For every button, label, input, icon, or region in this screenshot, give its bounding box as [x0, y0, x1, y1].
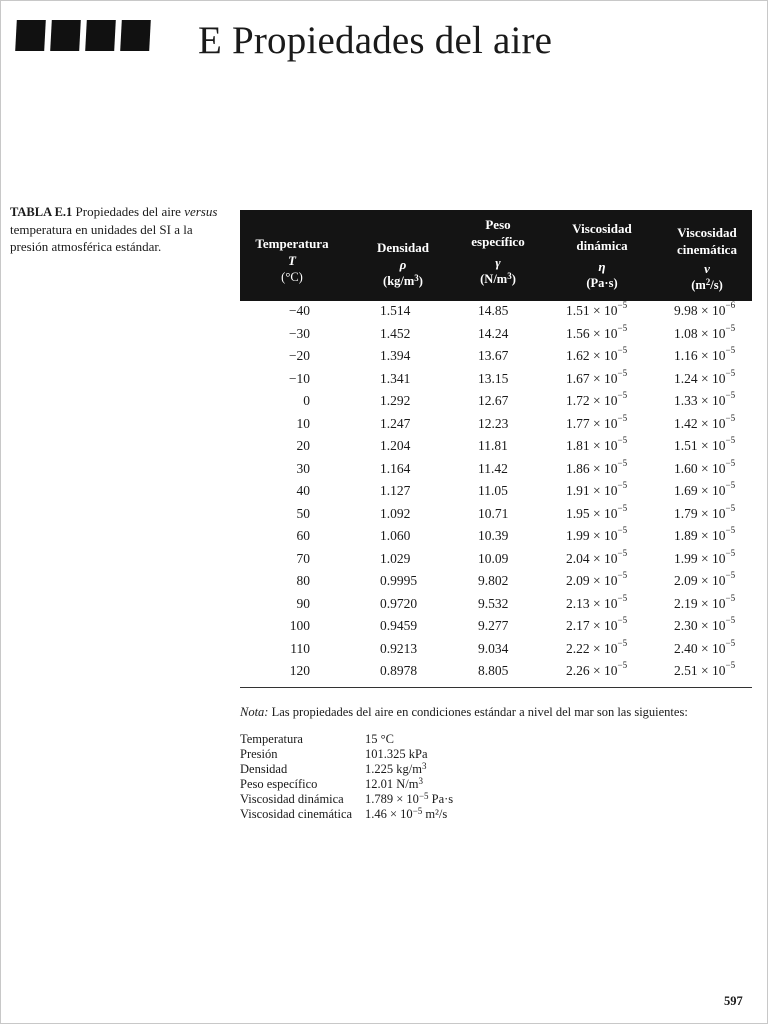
table-row: [240, 457, 752, 483]
cell-kinematic-viscosity: [674, 637, 736, 657]
eta-mantissa: 1.77 × 10: [566, 415, 618, 431]
cell-specific-weight: 12.67: [478, 393, 509, 408]
nu-mantissa: 1.42 × 10: [674, 415, 726, 431]
cell-specific-weight: 11.42: [478, 460, 508, 476]
standard-value-main: 15 °C: [365, 732, 394, 746]
nu-mantissa: 1.24 × 10: [674, 370, 726, 386]
cell-kinematic-viscosity: [674, 300, 736, 319]
standard-value-sup: −5: [412, 806, 423, 816]
standard-value: [365, 732, 394, 747]
cell-specific-weight: 9.532: [478, 595, 509, 611]
nu-exponent: −5: [725, 435, 736, 445]
standard-value: [365, 762, 426, 777]
chapter-title: E Propiedades del aire: [198, 19, 553, 62]
standard-name: Presión: [240, 747, 278, 761]
cell-temperature: 80: [296, 573, 310, 588]
nu-mantissa: 1.60 × 10: [674, 460, 726, 476]
caption-versus: versus: [184, 204, 218, 219]
table-row: [240, 592, 752, 618]
cell-temperature: 90: [296, 595, 310, 611]
nu-exponent: −5: [725, 592, 736, 603]
cell-temperature: −40: [288, 303, 310, 318]
nu-mantissa: 1.08 × 10: [674, 325, 726, 341]
cell-temperature: 110: [290, 640, 310, 656]
header-specific-weight: [458, 216, 538, 288]
standard-value-tail: Pa·s: [428, 792, 454, 806]
marker-block: [120, 20, 151, 51]
standard-value-main: 1.46 × 10: [365, 807, 413, 821]
cell-specific-weight: 9.802: [478, 573, 509, 588]
eta-exponent: −5: [617, 525, 628, 535]
table-body: [240, 301, 752, 688]
table-row: [240, 412, 752, 438]
table-row: [240, 570, 752, 595]
eta-mantissa: 1.99 × 10: [566, 528, 618, 543]
cell-kinematic-viscosity: [674, 435, 736, 454]
cell-dynamic-viscosity: [566, 435, 628, 454]
eta-exponent: −5: [617, 637, 628, 648]
cell-temperature: 120: [289, 663, 310, 678]
eta-mantissa: 2.22 × 10: [566, 640, 618, 656]
nu-mantissa: 2.09 × 10: [674, 573, 726, 588]
eta-exponent: −5: [617, 322, 628, 333]
header-eta-unit: (Pa·s): [586, 276, 618, 290]
standard-value-main: 12.01 N/m: [365, 777, 419, 791]
eta-exponent: −5: [617, 457, 628, 468]
table-row: [240, 547, 752, 573]
cell-kinematic-viscosity: [674, 547, 736, 567]
cell-density: 1.092: [380, 505, 411, 521]
cell-dynamic-viscosity: [566, 660, 628, 679]
cell-specific-weight: 11.05: [478, 483, 508, 498]
eta-exponent: −5: [617, 615, 628, 625]
cell-dynamic-viscosity: [566, 547, 628, 567]
note-label: Nota:: [240, 705, 269, 719]
nu-mantissa: 1.16 × 10: [674, 348, 726, 363]
eta-exponent: −5: [617, 480, 628, 490]
standard-value: [365, 807, 447, 822]
header-nu-unit-end: /s): [710, 278, 723, 292]
cell-specific-weight: 14.85: [478, 303, 509, 318]
cell-temperature: −10: [288, 370, 310, 386]
cell-density: 1.452: [380, 325, 411, 341]
header-density: [358, 222, 448, 290]
nu-exponent: −6: [725, 300, 736, 310]
table-header: [240, 210, 752, 301]
nu-mantissa: 1.99 × 10: [674, 550, 726, 566]
cell-specific-weight: 8.805: [478, 663, 509, 678]
cell-kinematic-viscosity: [674, 592, 736, 612]
header-nu-unit: (m: [691, 278, 706, 292]
eta-exponent: −5: [617, 547, 628, 558]
cell-dynamic-viscosity: [566, 615, 628, 634]
eta-exponent: −5: [617, 592, 628, 603]
caption-label: TABLA E.1: [10, 205, 73, 219]
marker-block: [15, 20, 46, 51]
nu-exponent: −5: [725, 525, 736, 535]
caption-text-2: temperatura en unidades del SI a la presión atmosférica estándar.: [10, 222, 193, 254]
header-temp-symbol: T: [288, 253, 296, 268]
cell-kinematic-viscosity: [674, 660, 736, 679]
nu-mantissa: 9.98 × 10: [674, 303, 726, 318]
eta-mantissa: 1.62 × 10: [566, 348, 618, 363]
table-caption: [10, 203, 220, 255]
cell-kinematic-viscosity: [674, 367, 736, 387]
eta-mantissa: 1.72 × 10: [566, 393, 618, 408]
cell-dynamic-viscosity: [566, 390, 628, 409]
cell-specific-weight: 10.09: [478, 550, 509, 566]
cell-density: 1.060: [380, 528, 411, 543]
eta-exponent: −5: [617, 570, 628, 580]
standard-name: Peso específico: [240, 777, 318, 791]
header-rho-unit: (kg/m: [383, 274, 415, 288]
standard-value: [365, 747, 428, 762]
header-kinematic-viscosity: [662, 224, 752, 294]
cell-kinematic-viscosity: [674, 457, 736, 477]
eta-exponent: −5: [617, 367, 628, 378]
cell-specific-weight: 12.23: [478, 415, 509, 431]
cell-density: 1.164: [380, 460, 411, 476]
header-nu-symbol: ν: [704, 261, 710, 276]
table-row: [240, 300, 752, 325]
marker-block: [50, 20, 81, 51]
eta-mantissa: 2.09 × 10: [566, 573, 618, 588]
cell-temperature: 70: [296, 550, 310, 566]
standard-value-sup: −5: [418, 791, 429, 801]
standard-value-sup: 3: [418, 776, 423, 786]
nu-exponent: −5: [725, 637, 736, 648]
standard-value-tail: m²/s: [422, 807, 448, 821]
cell-dynamic-viscosity: [566, 525, 628, 544]
cell-kinematic-viscosity: [674, 570, 736, 589]
header-gamma-label-1: Peso: [485, 217, 511, 232]
cell-dynamic-viscosity: [566, 480, 628, 499]
cell-density: 0.9720: [380, 595, 418, 611]
table-row: [240, 390, 752, 415]
nu-exponent: −5: [725, 660, 736, 670]
table-row: [240, 345, 752, 370]
nu-mantissa: 1.89 × 10: [674, 528, 726, 543]
cell-kinematic-viscosity: [674, 322, 736, 342]
header-rho-unit-end: ): [418, 274, 423, 288]
header-nu-unit-sup: 2: [705, 277, 711, 287]
eta-exponent: −5: [617, 412, 628, 423]
cell-density: 1.029: [380, 550, 411, 566]
cell-density: 1.204: [380, 438, 411, 453]
cell-temperature: 30: [296, 460, 310, 476]
eta-exponent: −5: [617, 390, 628, 400]
cell-specific-weight: 9.034: [478, 640, 509, 656]
nu-exponent: −5: [725, 412, 736, 423]
cell-density: 1.341: [380, 370, 411, 386]
eta-exponent: −5: [617, 300, 628, 310]
cell-density: 1.292: [380, 393, 411, 408]
eta-mantissa: 1.91 × 10: [566, 483, 618, 498]
header-gamma-unit-end: ): [511, 272, 516, 286]
eta-exponent: −5: [617, 502, 628, 513]
eta-exponent: −5: [617, 345, 628, 355]
nu-mantissa: 1.69 × 10: [674, 483, 726, 498]
header-rho-symbol: ρ: [399, 257, 407, 272]
eta-mantissa: 1.67 × 10: [566, 370, 618, 386]
cell-density: 0.9459: [380, 618, 418, 633]
cell-density: 1.127: [380, 483, 411, 498]
eta-mantissa: 1.56 × 10: [566, 325, 618, 341]
standard-name: Viscosidad dinámica: [240, 792, 344, 806]
nu-exponent: −5: [725, 570, 736, 580]
header-gamma-unit: (N/m: [480, 272, 508, 286]
cell-dynamic-viscosity: [566, 367, 628, 387]
cell-density: 1.514: [380, 303, 411, 318]
standard-name: Viscosidad cinemática: [240, 807, 353, 821]
cell-dynamic-viscosity: [566, 300, 628, 319]
cell-specific-weight: 10.71: [478, 505, 509, 521]
standard-value: [365, 777, 423, 792]
eta-exponent: −5: [617, 660, 628, 670]
eta-mantissa: 1.51 × 10: [566, 303, 618, 318]
eta-mantissa: 2.04 × 10: [566, 550, 618, 566]
cell-dynamic-viscosity: [566, 592, 628, 612]
nu-mantissa: 1.79 × 10: [674, 505, 726, 521]
standard-value: [365, 792, 453, 807]
cell-specific-weight: 14.24: [478, 325, 509, 341]
cell-kinematic-viscosity: [674, 525, 736, 544]
nu-exponent: −5: [725, 502, 736, 513]
nu-mantissa: 1.33 × 10: [674, 393, 726, 408]
cell-temperature: 20: [296, 438, 310, 453]
header-rho-label: Densidad: [376, 240, 430, 255]
nu-exponent: −5: [725, 390, 736, 400]
eta-mantissa: 2.17 × 10: [566, 618, 618, 633]
cell-dynamic-viscosity: [566, 322, 628, 342]
cell-density: 1.247: [380, 415, 411, 431]
header-gamma-label-2: específico: [471, 234, 525, 249]
standard-value-main: 1.225 kg/m: [365, 762, 422, 776]
table-row: [240, 435, 752, 460]
cell-specific-weight: 10.39: [478, 528, 509, 543]
cell-density: 0.9995: [380, 573, 418, 588]
cell-temperature: −30: [288, 325, 310, 341]
nu-exponent: −5: [725, 345, 736, 355]
cell-dynamic-viscosity: [566, 570, 628, 589]
cell-density: 0.8978: [380, 663, 418, 678]
table-note: [240, 705, 760, 720]
nu-exponent: −5: [725, 480, 736, 490]
cell-dynamic-viscosity: [566, 502, 628, 522]
table-row: [240, 322, 752, 348]
cell-temperature: 0: [303, 393, 310, 408]
nu-mantissa: 1.51 × 10: [674, 438, 726, 453]
nu-exponent: −5: [725, 615, 736, 625]
cell-dynamic-viscosity: [566, 412, 628, 432]
chapter-marker-blocks: [16, 20, 150, 51]
header-gamma-unit-sup: 3: [507, 271, 512, 281]
note-text: Las propiedades del aire en condiciones estándar a nivel del mar son las siguientes:: [268, 705, 688, 719]
header-temp-unit: (°C): [281, 270, 303, 284]
cell-temperature: 50: [296, 505, 310, 521]
page-number: 597: [724, 994, 743, 1008]
nu-mantissa: 2.40 × 10: [674, 640, 726, 656]
header-eta-label-1: Viscosidad: [572, 221, 632, 236]
header-gamma-symbol: γ: [495, 255, 501, 270]
cell-kinematic-viscosity: [674, 345, 736, 364]
air-properties-table: [240, 210, 752, 688]
nu-mantissa: 2.19 × 10: [674, 595, 726, 611]
standard-name: Temperatura: [240, 732, 303, 746]
header-nu-label-2: cinemática: [677, 242, 737, 257]
standard-value-sup: 3: [421, 761, 427, 771]
table-row: [240, 615, 752, 640]
cell-density: 0.9213: [380, 640, 418, 656]
header-temp-label: Temperatura: [255, 236, 329, 251]
nu-exponent: −5: [725, 547, 736, 558]
eta-mantissa: 2.26 × 10: [566, 663, 618, 678]
header-eta-symbol: η: [598, 259, 606, 274]
cell-kinematic-viscosity: [674, 480, 736, 499]
cell-kinematic-viscosity: [674, 412, 736, 432]
cell-temperature: 40: [296, 483, 310, 498]
eta-mantissa: 1.95 × 10: [566, 505, 618, 521]
nu-exponent: −5: [725, 457, 736, 468]
cell-kinematic-viscosity: [674, 390, 736, 409]
cell-specific-weight: 11.81: [478, 438, 508, 453]
cell-specific-weight: 13.67: [478, 348, 509, 363]
standard-value-main: 101.325 kPa: [365, 747, 428, 761]
cell-kinematic-viscosity: [674, 615, 736, 634]
header-rho-unit-sup: 3: [414, 273, 419, 283]
table-row: [240, 660, 752, 685]
nu-exponent: −5: [725, 322, 736, 333]
cell-dynamic-viscosity: [566, 637, 628, 657]
cell-temperature: 100: [289, 618, 310, 633]
table-row: [240, 367, 752, 393]
table-row: [240, 637, 752, 663]
standard-name: Densidad: [240, 762, 288, 776]
cell-temperature: −20: [288, 348, 310, 363]
cell-kinematic-viscosity: [674, 502, 736, 522]
eta-mantissa: 1.86 × 10: [566, 460, 618, 476]
header-temperature: [244, 222, 340, 286]
cell-dynamic-viscosity: [566, 345, 628, 364]
caption-text-1: Propiedades del aire: [72, 204, 185, 219]
table-row: [240, 525, 752, 550]
cell-temperature: 60: [296, 528, 310, 543]
eta-exponent: −5: [617, 435, 628, 445]
cell-dynamic-viscosity: [566, 457, 628, 477]
table-row: [240, 502, 752, 528]
header-dynamic-viscosity: [556, 220, 648, 292]
eta-mantissa: 1.81 × 10: [566, 438, 618, 453]
nu-mantissa: 2.30 × 10: [674, 618, 726, 633]
standard-value-main: 1.789 × 10: [365, 792, 419, 806]
cell-specific-weight: 13.15: [478, 370, 509, 386]
nu-mantissa: 2.51 × 10: [674, 663, 726, 678]
table-row: [240, 480, 752, 505]
marker-block: [85, 20, 116, 51]
cell-temperature: 10: [296, 415, 310, 431]
eta-mantissa: 2.13 × 10: [566, 595, 618, 611]
header-eta-label-2: dinámica: [576, 238, 628, 253]
nu-exponent: −5: [725, 367, 736, 378]
header-nu-label-1: Viscosidad: [677, 225, 737, 240]
cell-specific-weight: 9.277: [478, 618, 509, 633]
cell-density: 1.394: [380, 348, 411, 363]
